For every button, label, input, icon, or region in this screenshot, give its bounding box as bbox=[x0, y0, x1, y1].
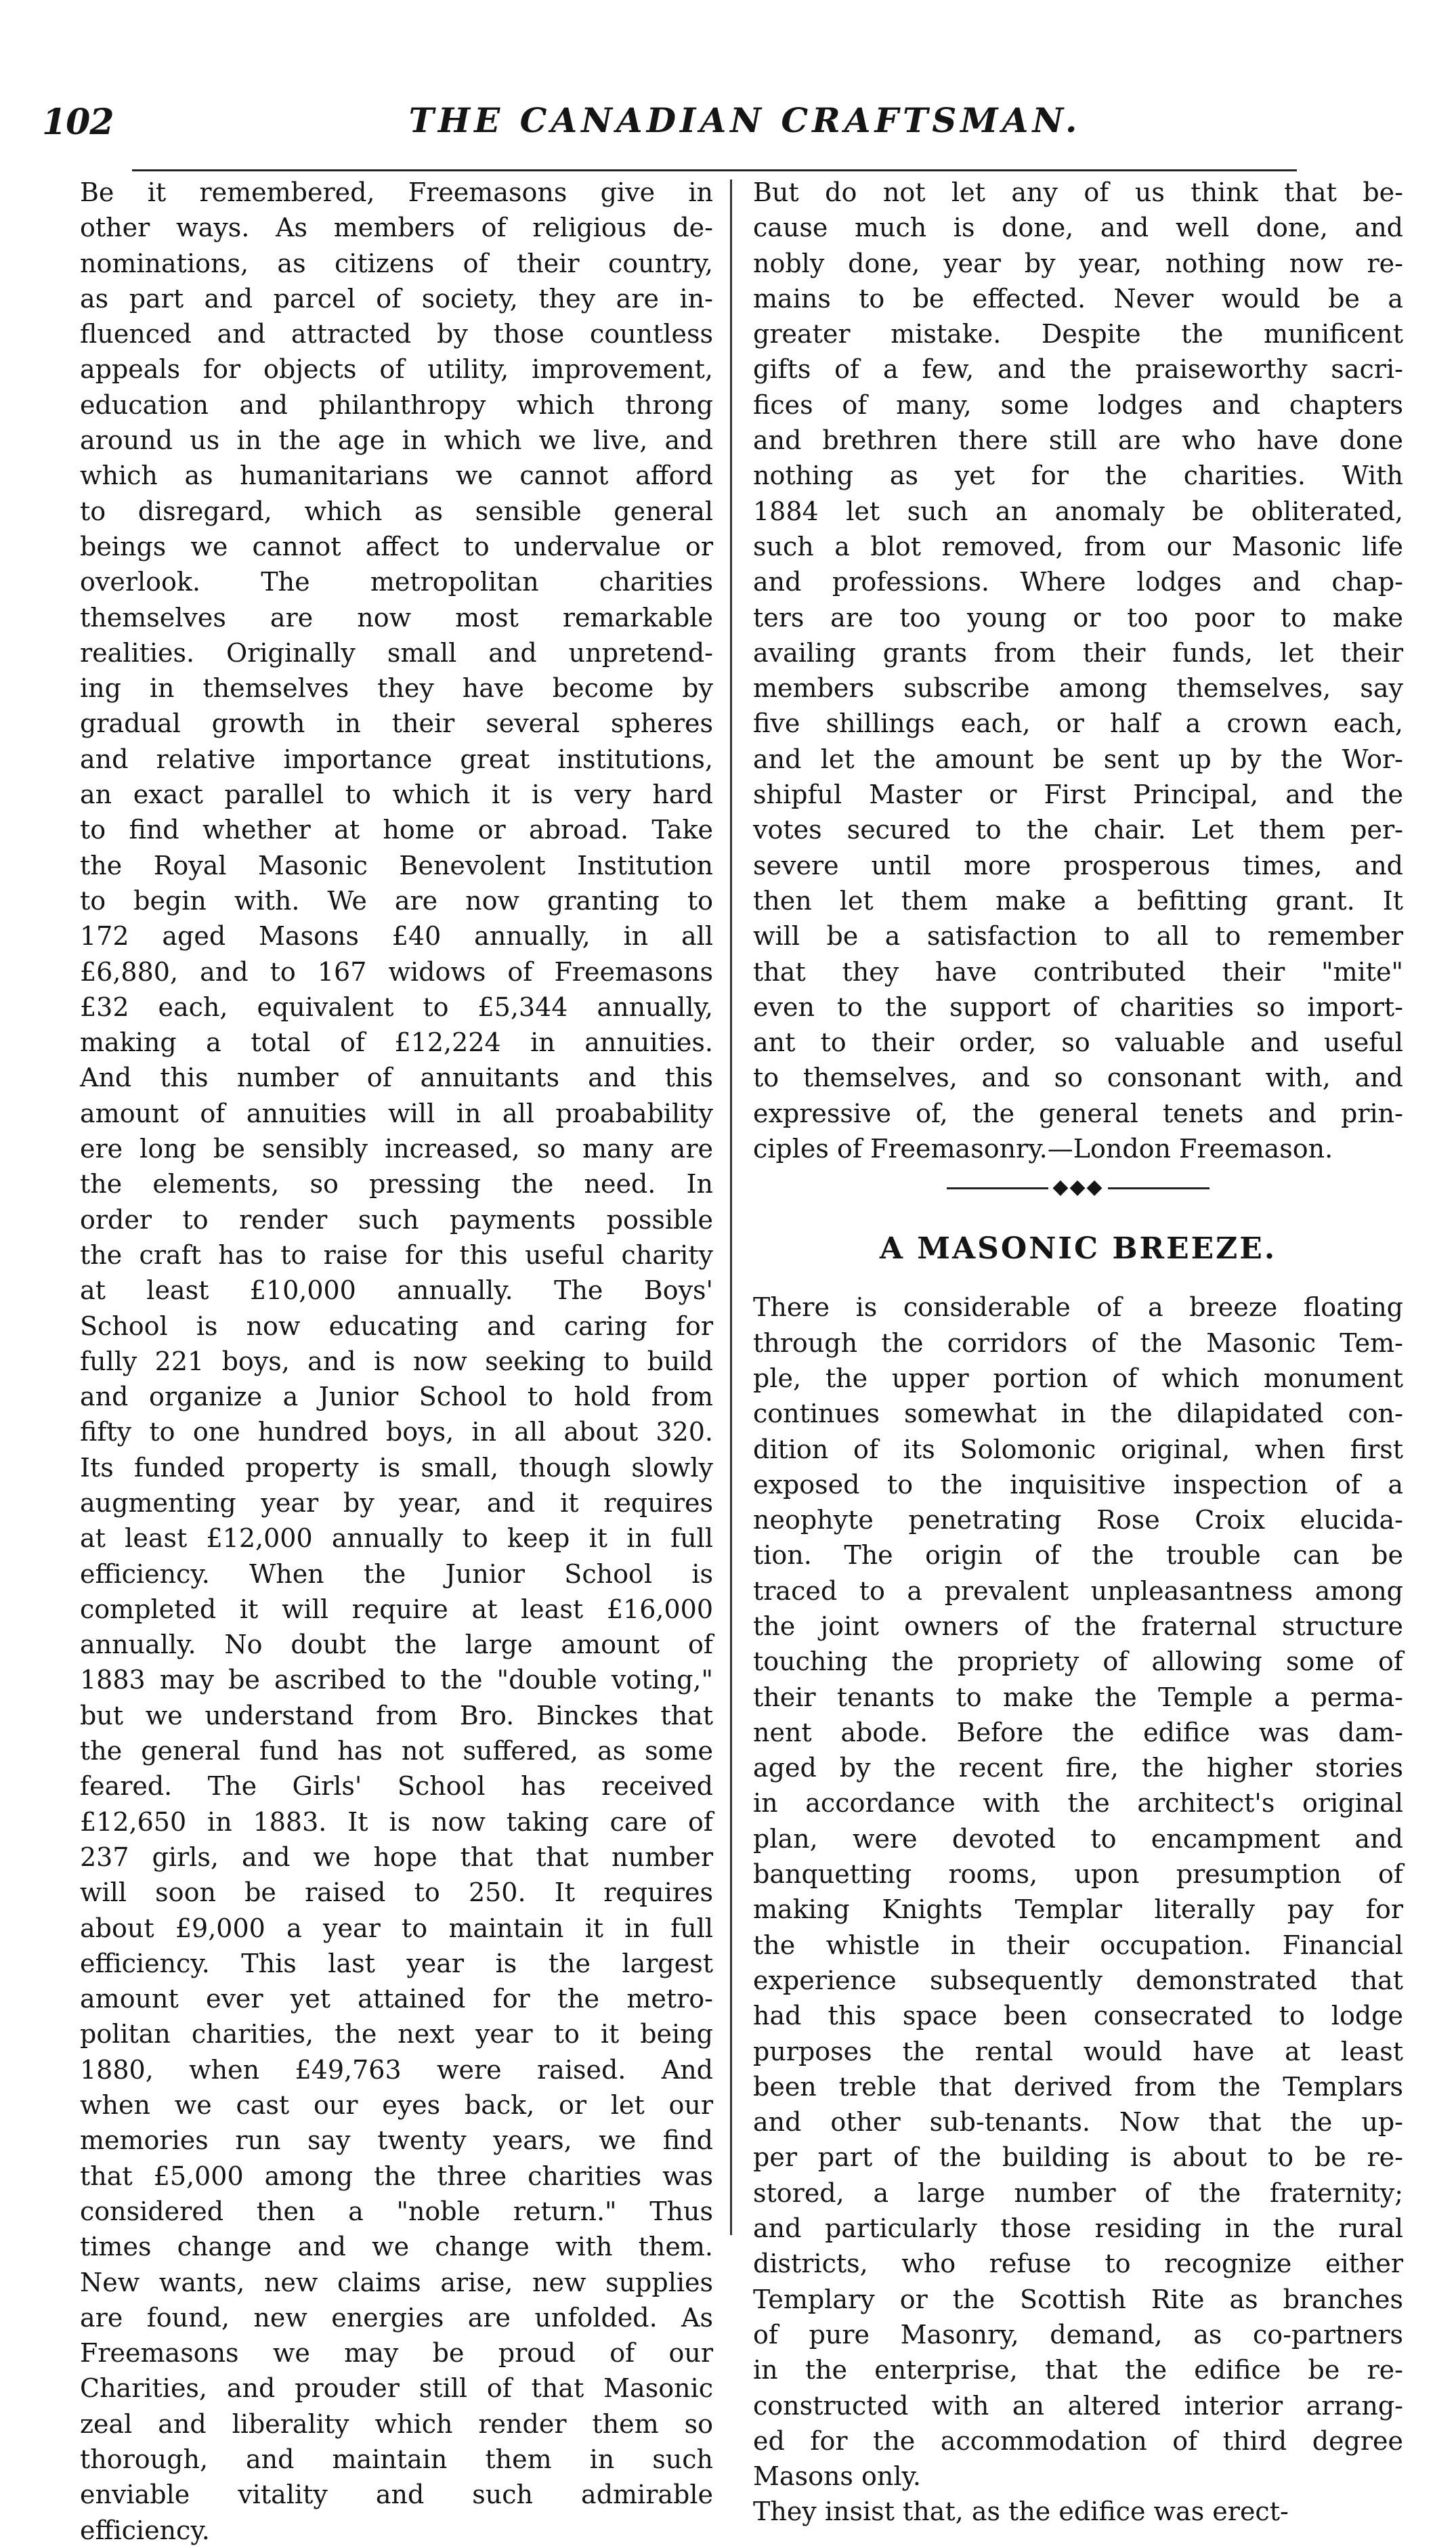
text-line: of pure Masonry, demand, as co-partners bbox=[753, 2319, 1403, 2350]
ornament-rule-left bbox=[947, 1187, 1048, 1189]
text-line: per part of the building is about to be re- bbox=[753, 2142, 1403, 2173]
text-line: Masons only. bbox=[753, 2461, 922, 2492]
text-line: had this space been consecrated to lodge bbox=[753, 2001, 1403, 2031]
text-line: which as humanitarians we cannot afford bbox=[80, 461, 713, 491]
text-line: annually. No doubt the large amount of bbox=[80, 1630, 713, 1660]
text-line: neophyte penetrating Rose Croix elucida- bbox=[753, 1505, 1403, 1535]
text-line: severe until more prosperous times, and bbox=[753, 850, 1403, 880]
text-line: will be a satisfaction to all to remember bbox=[753, 921, 1403, 952]
text-line: that £5,000 among the three charities was bbox=[80, 2161, 713, 2191]
text-line: nobly done, year by year, nothing now re- bbox=[753, 248, 1403, 278]
text-line: around us in the age in which we live, and bbox=[80, 425, 713, 456]
text-line: ing in themselves they have become by bbox=[80, 673, 713, 704]
text-line: been treble that derived from the Templars bbox=[753, 2071, 1403, 2102]
text-line: but we understand from Bro. Binckes that bbox=[80, 1700, 713, 1730]
text-line: But do not let any of us think that be- bbox=[753, 177, 1403, 207]
text-line: and particularly those residing in the rural bbox=[753, 2213, 1403, 2244]
text-line: to disregard, which as sensible general bbox=[80, 496, 713, 526]
text-line: £6,880, and to 167 widows of Freemasons bbox=[80, 956, 713, 987]
text-line: when we cast our eyes back, or let our bbox=[80, 2090, 713, 2121]
text-line: 237 girls, and we hope that that number bbox=[80, 1842, 713, 1872]
text-line: Freemasons we may be proud of our bbox=[80, 2338, 713, 2369]
text-line: £12,650 in 1883. It is now taking care of bbox=[80, 1806, 713, 1837]
ornament-rule-right bbox=[1108, 1187, 1209, 1189]
text-line: appeals for objects of utility, improvement, bbox=[80, 354, 713, 385]
text-line: times change and we change with them. bbox=[80, 2232, 713, 2262]
text-line: ciples of Freemasonry.—London Freemason. bbox=[753, 1134, 1333, 1164]
text-line: education and philanthropy which throng bbox=[80, 389, 713, 420]
text-line: plan, were devoted to encampment and bbox=[753, 1823, 1403, 1854]
ornament-glyphs: ◆◆◆ bbox=[1052, 1175, 1104, 1199]
text-line: nent abode. Before the edifice was dam- bbox=[753, 1717, 1403, 1747]
text-line: Be it remembered, Freemasons give in bbox=[80, 177, 713, 207]
text-line: realities. Originally small and unpretend- bbox=[80, 637, 713, 668]
text-line: members subscribe among themselves, say bbox=[753, 673, 1403, 704]
text-line: the Royal Masonic Benevolent Institution bbox=[80, 850, 713, 880]
text-line: their tenants to make the Temple a perma- bbox=[753, 1682, 1403, 1712]
column-divider bbox=[730, 179, 732, 2235]
text-line: and professions. Where lodges and chap- bbox=[753, 567, 1403, 597]
text-line: will soon be raised to 250. It requires bbox=[80, 1877, 713, 1908]
text-line: efficiency. When the Junior School is bbox=[80, 1558, 713, 1589]
text-line: five shillings each, or half a crown each, bbox=[753, 708, 1403, 739]
text-line: are found, new energies are unfolded. As bbox=[80, 2302, 713, 2333]
text-line: expressive of, the general tenets and prin- bbox=[753, 1098, 1403, 1128]
text-line: School is now educating and caring for bbox=[80, 1311, 713, 1341]
header-rule bbox=[132, 169, 1297, 171]
text-line: districts, who refuse to recognize either bbox=[753, 2249, 1403, 2279]
text-line: making a total of £12,224 in annuities. bbox=[80, 1027, 713, 1058]
page-number: 102 bbox=[42, 102, 114, 143]
right-column-text-top bbox=[753, 175, 1403, 1166]
section-heading: A MASONIC BREEZE. bbox=[879, 1231, 1277, 1267]
text-line: then let them make a befitting grant. It bbox=[753, 885, 1403, 916]
text-line: 1880, when £49,763 were raised. And bbox=[80, 2054, 713, 2085]
text-line: ters are too young or too poor to make bbox=[753, 602, 1403, 633]
text-line: that they have contributed their "mite" bbox=[753, 956, 1403, 987]
text-line: completed it will require at least £16,000 bbox=[80, 1594, 713, 1624]
text-line: about £9,000 a year to maintain it in full bbox=[80, 1913, 713, 1943]
right-column bbox=[753, 175, 1403, 2530]
right-column-text-bottom bbox=[753, 1290, 1403, 2529]
text-line: overlook. The metropolitan charities bbox=[80, 567, 713, 597]
text-line: Templary or the Scottish Rite as branches bbox=[753, 2284, 1403, 2314]
text-line: even to the support of charities so import- bbox=[753, 992, 1403, 1022]
text-line: the whistle in their occupation. Financial bbox=[753, 1930, 1403, 1960]
text-line: shipful Master or First Principal, and the bbox=[753, 780, 1403, 810]
text-line: zeal and liberality which render them so bbox=[80, 2408, 713, 2439]
text-line: to begin with. We are now granting to bbox=[80, 885, 713, 916]
text-line: such a blot removed, from our Masonic life bbox=[753, 531, 1403, 561]
text-line: ed for the accommodation of third degree bbox=[753, 2425, 1403, 2456]
text-line: as part and parcel of society, they are in- bbox=[80, 283, 713, 314]
section-ornament bbox=[753, 1166, 1403, 1208]
text-line: cause much is done, and well done, and bbox=[753, 213, 1403, 243]
text-line: New wants, new claims arise, new supplies bbox=[80, 2267, 713, 2297]
text-line: gradual growth in their several spheres bbox=[80, 708, 713, 739]
text-line: considered then a "noble return." Thus bbox=[80, 2196, 713, 2226]
text-line: experience subsequently demonstrated that bbox=[753, 1965, 1403, 1995]
text-line: 1884 let such an anomaly be obliterated, bbox=[753, 496, 1403, 526]
text-line: ple, the upper portion of which monument bbox=[753, 1363, 1403, 1393]
text-line: fluenced and attracted by those countless bbox=[80, 319, 713, 349]
text-line: touching the propriety of allowing some of bbox=[753, 1647, 1403, 1677]
text-line: making Knights Templar literally pay for bbox=[753, 1894, 1403, 1925]
text-line: dition of its Solomonic original, when first bbox=[753, 1434, 1403, 1464]
text-line: purposes the rental would have at least bbox=[753, 2036, 1403, 2066]
text-line: the craft has to raise for this useful charity bbox=[80, 1239, 713, 1270]
text-line: in accordance with the architect's original bbox=[753, 1788, 1403, 1819]
text-line: £32 each, equivalent to £5,344 annually, bbox=[80, 992, 713, 1022]
text-line: themselves are now most remarkable bbox=[80, 602, 713, 633]
text-line: constructed with an altered interior arrang- bbox=[753, 2390, 1403, 2421]
text-line: augmenting year by year, and it requires bbox=[80, 1487, 713, 1518]
text-line: Its funded property is small, though slowly bbox=[80, 1452, 713, 1483]
text-line: 172 aged Masons £40 annually, in all bbox=[80, 921, 713, 952]
text-line: at least £12,000 annually to keep it in full bbox=[80, 1523, 713, 1554]
text-line: an exact parallel to which it is very hard bbox=[80, 780, 713, 810]
text-line: beings we cannot affect to undervalue or bbox=[80, 531, 713, 561]
page-header bbox=[0, 0, 1456, 163]
text-line: the joint owners of the fraternal structure bbox=[753, 1611, 1403, 1641]
text-line: the elements, so pressing the need. In bbox=[80, 1169, 713, 1199]
text-line: and relative importance great institutions, bbox=[80, 744, 713, 774]
text-line: the general fund has not suffered, as some bbox=[80, 1736, 713, 1766]
text-line: nominations, as citizens of their country, bbox=[80, 248, 713, 278]
text-line: And this number of annuitants and this bbox=[80, 1063, 713, 1093]
text-line: and let the amount be sent up by the Wor- bbox=[753, 744, 1403, 774]
text-line: greater mistake. Despite the munificent bbox=[753, 319, 1403, 349]
text-line: through the corridors of the Masonic Tem- bbox=[753, 1328, 1403, 1358]
text-line: politan charities, the next year to it being bbox=[80, 2019, 713, 2050]
running-title: THE CANADIAN CRAFTSMAN. bbox=[408, 100, 1082, 140]
text-line: fifty to one hundred boys, in all about 320. bbox=[80, 1417, 713, 1447]
text-line: nothing as yet for the charities. With bbox=[753, 461, 1403, 491]
text-line: enviable vitality and such admirable bbox=[80, 2480, 713, 2510]
text-line: traced to a prevalent unpleasantness among bbox=[753, 1575, 1403, 1606]
text-line: tion. The origin of the trouble can be bbox=[753, 1540, 1403, 1571]
text-line: other ways. As members of religious de- bbox=[80, 213, 713, 243]
text-line: feared. The Girls' School has received bbox=[80, 1771, 713, 1802]
text-line: in the enterprise, that the edifice be re- bbox=[753, 2355, 1403, 2385]
text-line: efficiency. bbox=[80, 2515, 210, 2545]
text-line: availing grants from their funds, let their bbox=[753, 637, 1403, 668]
text-line: exposed to the inquisitive inspection of a bbox=[753, 1469, 1403, 1500]
text-line: fices of many, some lodges and chapters bbox=[753, 389, 1403, 420]
text-line: aged by the recent fire, the higher stories bbox=[753, 1753, 1403, 1783]
text-line: ant to their order, so valuable and useful bbox=[753, 1027, 1403, 1058]
text-line: 1883 may be ascribed to the "double voting," bbox=[80, 1665, 713, 1695]
text-line: and brethren there still are who have done bbox=[753, 425, 1403, 456]
text-line: to find whether at home or abroad. Take bbox=[80, 815, 713, 845]
text-line: to themselves, and so consonant with, and bbox=[753, 1063, 1403, 1093]
left-column bbox=[80, 175, 713, 2548]
text-line: efficiency. This last year is the largest bbox=[80, 1948, 713, 1978]
text-line: fully 221 boys, and is now seeking to build bbox=[80, 1346, 713, 1376]
text-line: Charities, and prouder still of that Masonic bbox=[80, 2373, 713, 2404]
text-line: and organize a Junior School to hold from bbox=[80, 1382, 713, 1412]
text-line: amount ever yet attained for the metro- bbox=[80, 1984, 713, 2014]
text-line: memories run say twenty years, we find bbox=[80, 2125, 713, 2156]
text-line: ere long be sensibly increased, so many are bbox=[80, 1134, 713, 1164]
text-line: votes secured to the chair. Let them per- bbox=[753, 815, 1403, 845]
left-column-text bbox=[80, 175, 713, 2548]
text-line: and other sub-tenants. Now that the up- bbox=[753, 2107, 1403, 2138]
text-line: at least £10,000 annually. The Boys' bbox=[80, 1275, 713, 1306]
text-line: gifts of a few, and the praiseworthy sacri- bbox=[753, 354, 1403, 385]
text-line: mains to be effected. Never would be a bbox=[753, 283, 1403, 314]
text-line: There is considerable of a breeze floating bbox=[753, 1292, 1403, 1323]
text-line: banquetting rooms, upon presumption of bbox=[753, 1859, 1403, 1890]
text-line: They insist that, as the edifice was erect- bbox=[753, 2497, 1289, 2527]
text-line: thorough, and maintain them in such bbox=[80, 2444, 713, 2474]
text-line: stored, a large number of the fraternity; bbox=[753, 2178, 1403, 2208]
text-line: continues somewhat in the dilapidated con- bbox=[753, 1399, 1403, 1429]
text-line: order to render such payments possible bbox=[80, 1204, 713, 1235]
text-line: amount of annuities will in all proabability bbox=[80, 1098, 713, 1128]
